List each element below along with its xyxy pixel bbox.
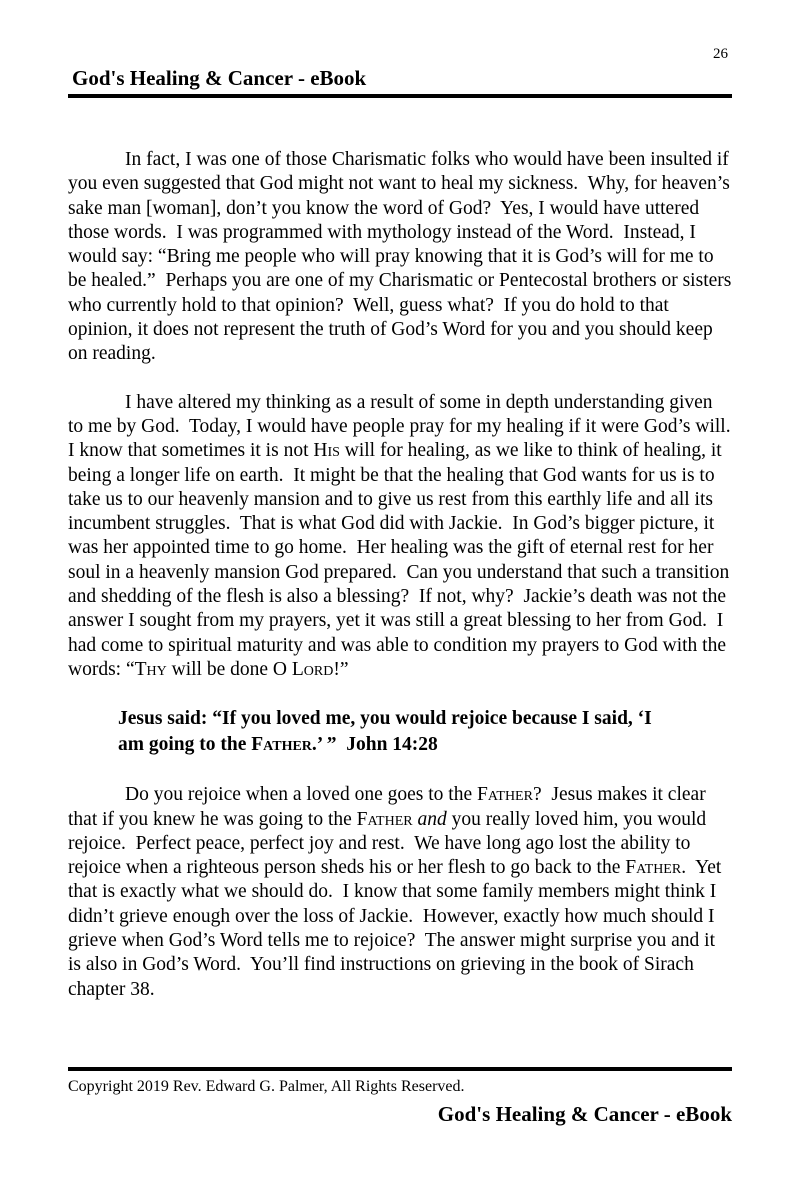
copyright-text: Copyright 2019 Rev. Edward G. Palmer, All Rights Reserved.	[68, 1078, 465, 1095]
text-run: ? Jesus makes it clear that if you knew he was going to the	[68, 784, 711, 830]
paragraph	[68, 783, 732, 1002]
text-run: .’ ” John 14:28	[311, 734, 438, 756]
text-run: Father	[476, 784, 533, 806]
text-run: . Yet that is exactly what we should do. I know that some family members might think I didn’t grieve enough over the loss of Jackie. However, exactly how much should I grieve when God’s Word tells me to rejoice? The answer might surprise you and it is also in God’s Word. You’ll find instructions on grieving in the book of Sirach chapter 38.	[68, 857, 727, 1000]
footer-title: God's Healing & Cancer - eBook	[437, 1102, 732, 1127]
page-header	[68, 68, 732, 98]
paragraph	[68, 148, 737, 367]
text-run: Father	[356, 808, 413, 830]
text-run: Thy	[134, 658, 167, 680]
text-run: Father	[251, 734, 312, 756]
text-run: In fact, I was one of those Charismatic folks who would have been insulted if you even suggested that God might not want to heal my sickness. Why, for heaven’s sake man [woman], don’t you know the word of God? Yes, I would have uttered those words. I was programmed with mythology instead of the Word. Instead, I would say: “Bring me people who will pray knowing that it is God’s will for me to be healed.” Perhaps you are one of my Charismatic or Pentecostal brothers or sisters who currently hold to that opinion? Well, guess what? If you do hold to that opinion, it does not represent the truth of God’s Word for you and you should keep on reading.	[68, 149, 737, 365]
text-run: you really loved him, you would rejoice. Perfect peace, perfect joy and rest. We have long ago lost the ability to rejoice when a righteous person sheds his or her flesh to go back to the	[68, 808, 712, 879]
text-run: I have altered my thinking as a result of some in depth understanding given to me by God. Today, I would have people pray for my healing if it were God’s will. I know that sometimes it is not	[68, 391, 741, 462]
footer-rule	[68, 1067, 732, 1071]
text-run: Jesus said: “If you loved me, you would rejoice because I said, ‘I am going to the	[118, 708, 657, 756]
text-run: Father	[625, 857, 682, 879]
header-title: God's Healing & Cancer - eBook	[72, 66, 367, 90]
text-run: will for healing, as we like to think of healing, it being a longer life on earth. It might be that the healing that God wants for us is to take us to our heavenly mansion and to give us rest from this earthly life and all its incumbent struggles. That is what God did with Jackie. In God’s bigger picture, it was her appointed time to go home. Her healing was the gift of eternal rest for her soul in a heavenly mansion God prepared. Can you understand that such a transition and shedding of the flesh is also a blessing? If not, why? Jackie’s death was not the answer I sought from my prayers, yet it was still a great blessing to her from God. I had come to spiritual maturity and was able to condition my prayers to God with the words: “	[68, 440, 735, 680]
page-number: 26	[713, 46, 728, 62]
text-run: Do you rejoice when a loved one goes to the	[125, 784, 477, 806]
paragraph	[68, 391, 741, 683]
page-footer	[68, 1067, 732, 1125]
text-run: and	[417, 808, 447, 830]
scripture-quote	[118, 706, 663, 758]
text-run: will be done O	[166, 658, 292, 680]
text-run: His	[313, 440, 340, 462]
page-body	[68, 148, 741, 1002]
text-run: !”	[333, 658, 349, 680]
header-rule	[68, 94, 732, 98]
text-run: Lord	[291, 658, 334, 680]
